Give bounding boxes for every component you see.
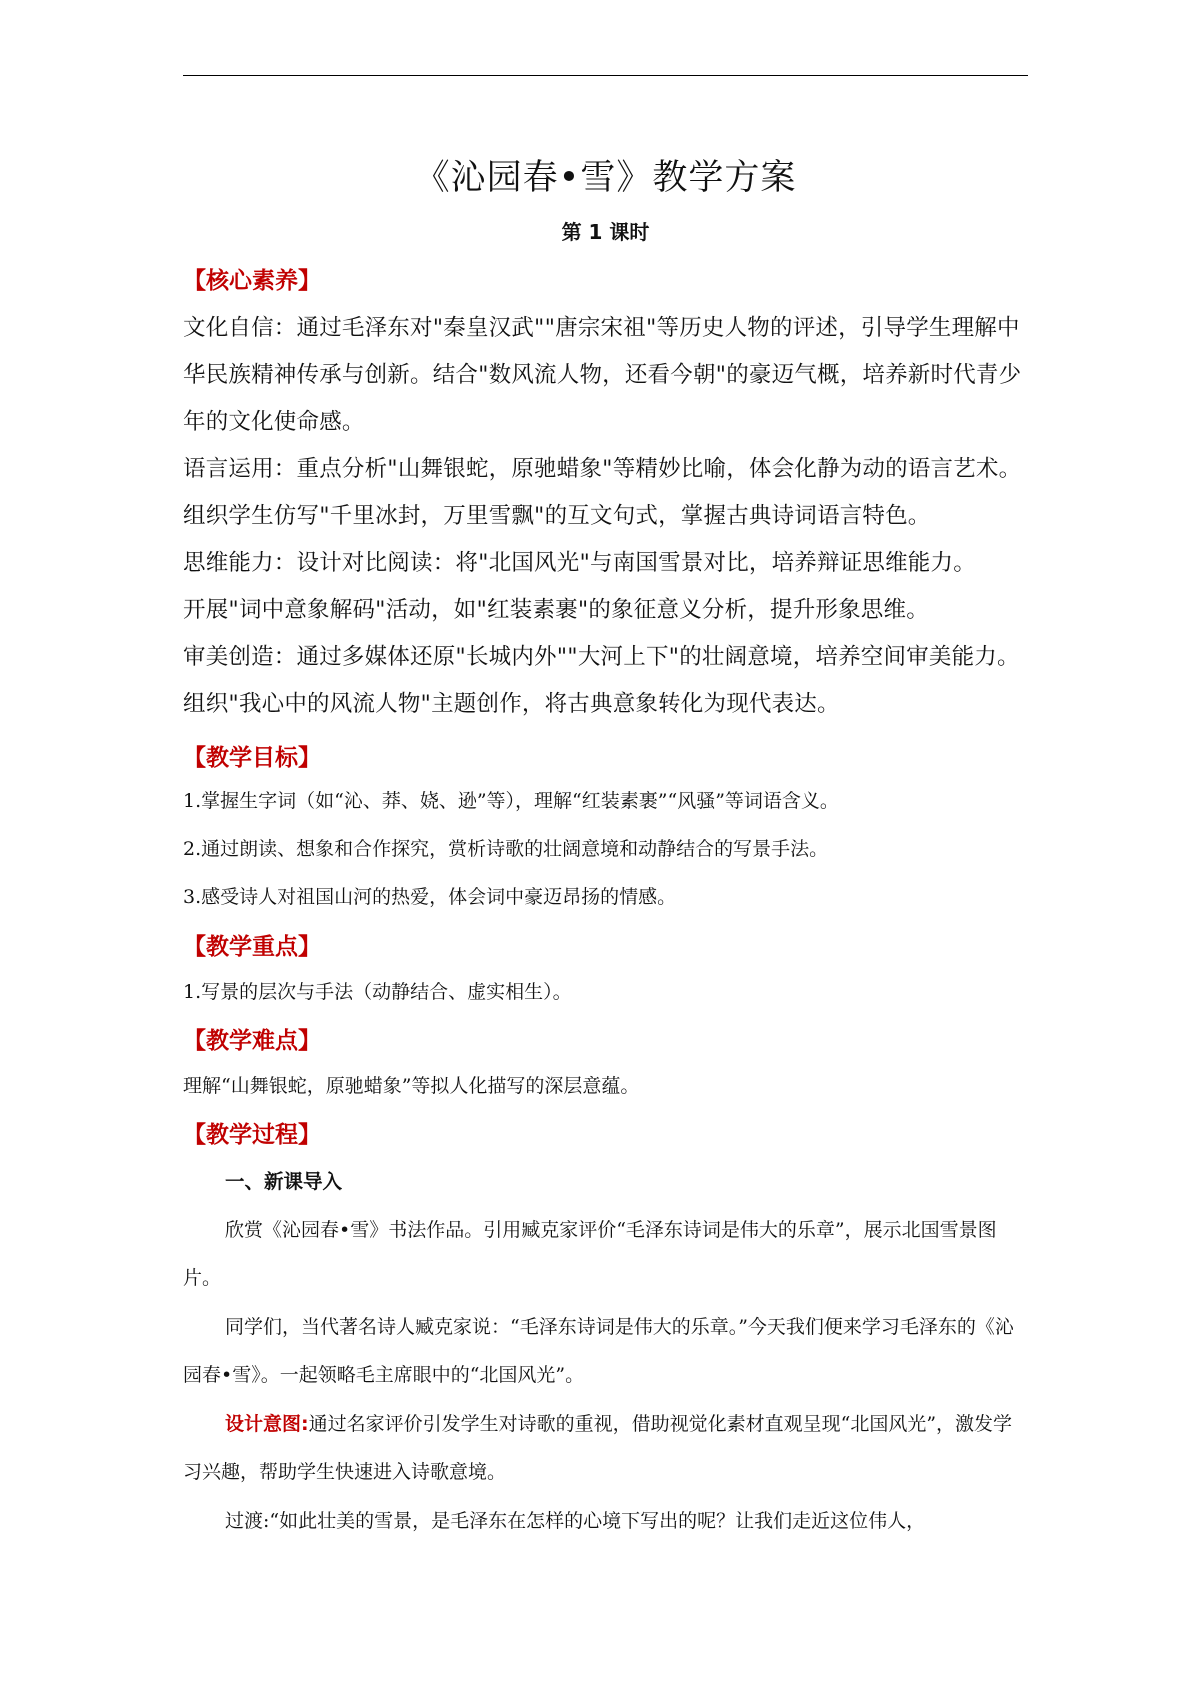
document-title: 《沁园春•雪》教学方案 xyxy=(414,158,797,198)
transition-paragraph: 过渡:“如此壮美的雪景，是毛泽东在怎样的心境下写出的呢？让我们走近这位伟人， xyxy=(225,1510,926,1532)
paragraph-cultural-confidence: 文化自信：通过毛泽东对"秦皇汉武""唐宗宋祖"等历史人物的评述，引导学生理解中华民族精神传承与创新。结合"数风流人物，还看今朝"的豪迈气概，培养新时代青少年的文化使命感。 xyxy=(183,315,1022,435)
design-intent-label: 设计意图: xyxy=(225,1413,309,1435)
lesson-period: 第 1 课时 xyxy=(561,220,650,244)
heading-teaching-process: 【教学过程】 xyxy=(183,1122,321,1148)
design-intent-paragraph xyxy=(183,1400,1028,1496)
goal-item-1: 1.掌握生字词（如“沁、莽、娆、逊”等），理解“红装素裹”“风骚”等词语含义。 xyxy=(183,790,839,812)
header-rule xyxy=(183,75,1028,76)
heading-key-points: 【教学重点】 xyxy=(183,934,321,960)
intro-paragraph-2: 同学们，当代著名诗人臧克家说：“毛泽东诗词是伟大的乐章。”今天我们便来学习毛泽东的《沁园春•雪》。一起领略毛主席眼中的“北国风光”。 xyxy=(183,1316,1014,1386)
paragraph-aesthetic-creation: 审美创造：通过多媒体还原"长城内外""大河上下"的壮阔意境，培养空间审美能力。组织"我心中的风流人物"主题创作，将古典意象转化为现代表达。 xyxy=(183,644,1020,717)
goal-item-2: 2.通过朗读、想象和合作探究，赏析诗歌的壮阔意境和动静结合的写景手法。 xyxy=(183,838,829,860)
paragraph-language-use: 语言运用：重点分析"山舞银蛇，原驰蜡象"等精妙比喻，体会化静为动的语言艺术。组织学生仿写"千里冰封，万里雪飘"的互文句式，掌握古典诗词语言特色。 xyxy=(183,456,1022,529)
key-point-item-1: 1.写景的层次与手法（动静结合、虚实相生）。 xyxy=(183,981,572,1003)
document-page xyxy=(183,0,1028,1697)
intro-paragraph-1: 欣赏《沁园春•雪》书法作品。引用臧克家评价“毛泽东诗词是伟大的乐章”，展示北国雪景图片。 xyxy=(183,1219,997,1289)
difficulty-text: 理解“山舞银蛇，原驰蜡象”等拟人化描写的深层意蕴。 xyxy=(183,1075,640,1097)
goal-item-3: 3.感受诗人对祖国山河的热爱，体会词中豪迈昂扬的情感。 xyxy=(183,886,677,908)
section-new-lesson-intro: 一、新课导入 xyxy=(225,1170,343,1193)
heading-teaching-goals: 【教学目标】 xyxy=(183,745,321,771)
paragraph-thinking-ability: 思维能力：设计对比阅读：将"北国风光"与南国雪景对比，培养辩证思维能力。 xyxy=(183,550,976,576)
paragraph-thinking-ability-2: 开展"词中意象解码"活动，如"红装素裹"的象征意义分析，提升形象思维。 xyxy=(183,597,929,623)
heading-core-literacy: 【核心素养】 xyxy=(183,268,321,294)
design-intent-text: 通过名家评价引发学生对诗歌的重视，借助视觉化素材直观呈现“北国风光”，激发学习兴趣，帮助学生快速进入诗歌意境。 xyxy=(183,1413,1013,1483)
heading-difficulties: 【教学难点】 xyxy=(183,1028,321,1054)
